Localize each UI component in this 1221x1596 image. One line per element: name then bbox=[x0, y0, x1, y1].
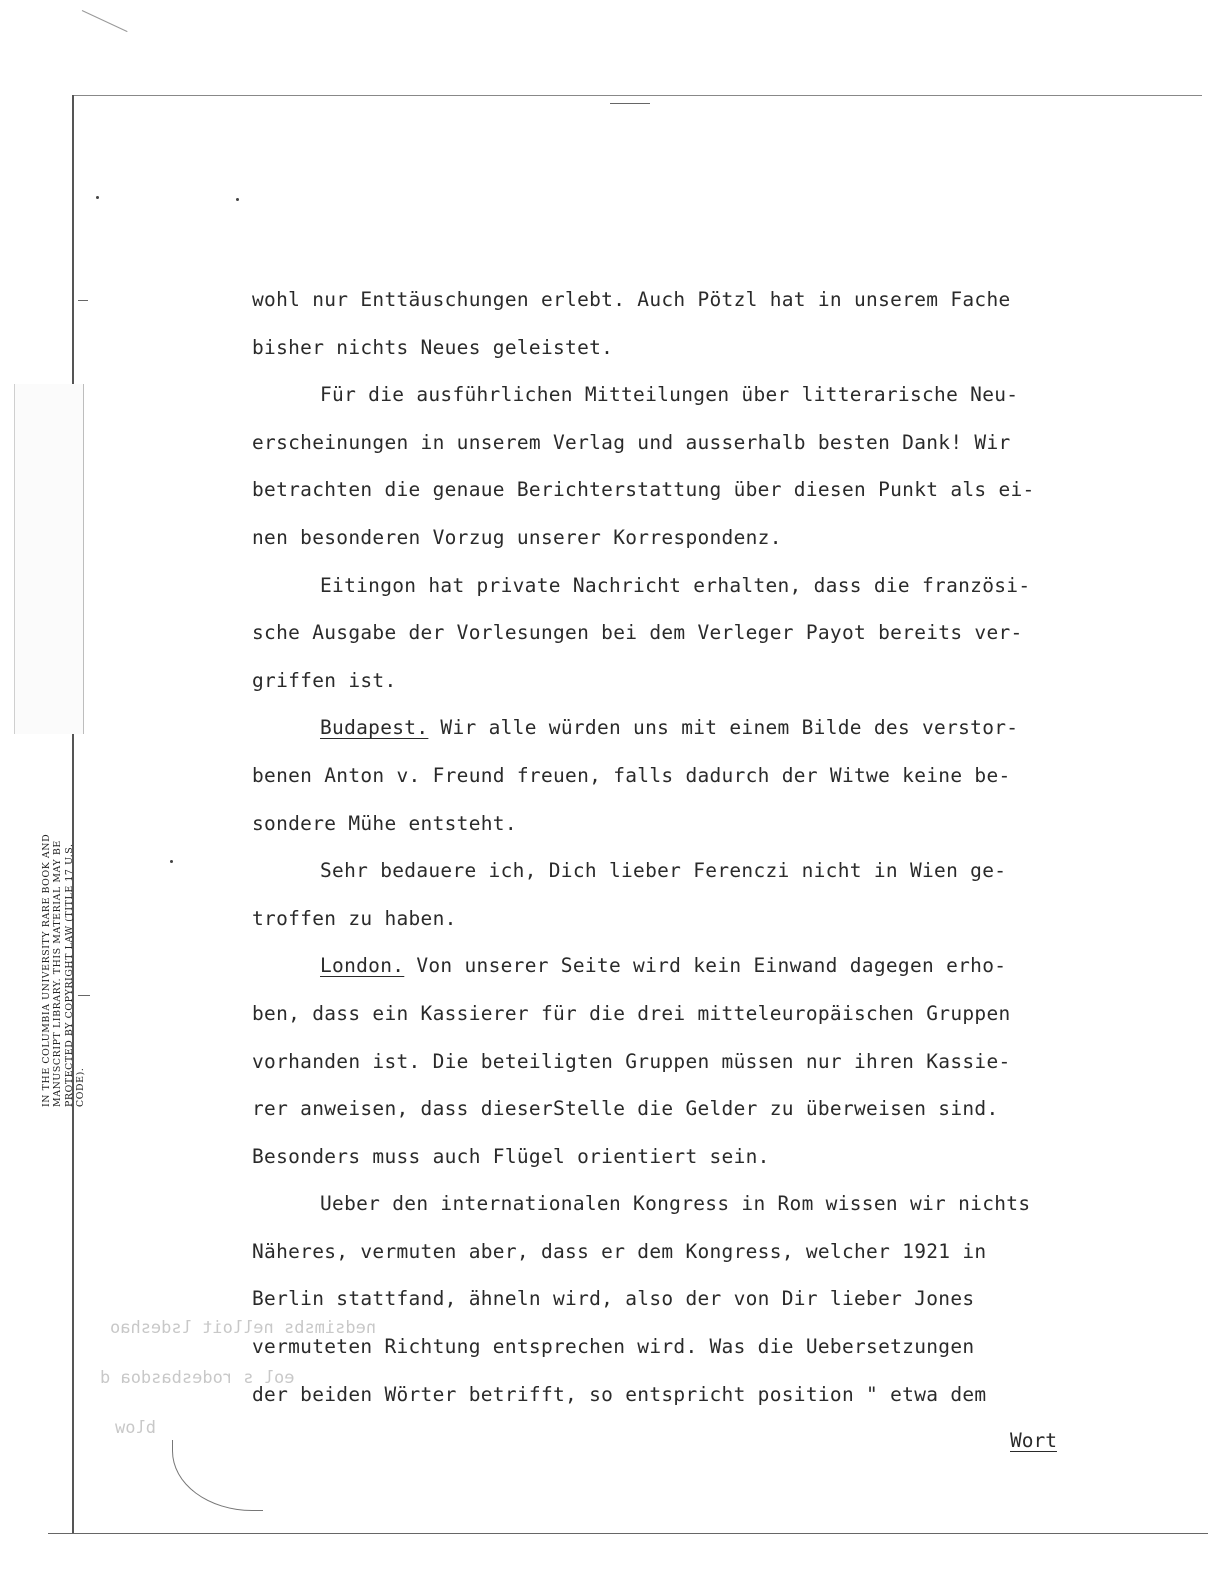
section-heading-london: London. bbox=[320, 954, 405, 978]
page-edge-bottom bbox=[48, 1533, 1208, 1534]
letter-body bbox=[252, 280, 1152, 1422]
letter-line: Eitingon hat private Nachricht erhalten, dass die französi- bbox=[320, 573, 1031, 597]
letter-line: wohl nur Enttäuschungen erlebt. Auch Pötzl hat in unserem Fache bbox=[252, 288, 1011, 311]
letter-line: Ueber den internationalen Kongress in Rom wissen wir nichts bbox=[320, 1192, 1031, 1216]
letter-line: nen besonderen Vorzug unserer Korrespondenz. bbox=[252, 525, 782, 549]
letter-line: vermuteten Richtung entsprechen wird. Was die Uebersetzungen bbox=[252, 1335, 975, 1359]
corner-scratch bbox=[82, 10, 128, 32]
letter-paragraph-london bbox=[252, 946, 1152, 994]
letter-line: Näheres, vermuten aber, dass er dem Kongress, welcher 1921 in bbox=[252, 1239, 987, 1263]
letter-line: Wir alle würden uns mit einem Bilde des verstor- bbox=[440, 716, 1019, 740]
letter-line: Für die ausführlichen Mitteilungen über litterarische Neu- bbox=[320, 383, 1019, 407]
bleed-through-text: blow bbox=[115, 1418, 156, 1438]
letter-line: Besonders muss auch Flügel orientiert sein. bbox=[252, 1144, 770, 1168]
scan-speck bbox=[96, 196, 99, 199]
letter-line: vorhanden ist. Die beteiligten Gruppen müssen nur ihren Kassie- bbox=[252, 1049, 1011, 1073]
letter-line: bisher nichts Neues geleistet. bbox=[252, 335, 614, 359]
letter-line: sche Ausgabe der Vorlesungen bei dem Verleger Payot bereits ver- bbox=[252, 621, 1023, 645]
catchword: Wort bbox=[1010, 1429, 1057, 1452]
letter-line: Von unserer Seite wird kein Einwand dagegen erho- bbox=[416, 954, 1007, 978]
letter-line: troffen zu haben. bbox=[252, 906, 457, 930]
page-curl-mark bbox=[172, 1440, 263, 1511]
letter-line: benen Anton v. Freund freuen, falls dadurch der Witwe keine be- bbox=[252, 763, 1011, 787]
letter-line: sondere Mühe entsteht. bbox=[252, 811, 517, 835]
bleed-through-text: nedsimsbs nelloit lsdeshao bbox=[110, 1318, 377, 1338]
letter-line: rer anweisen, dass dieserStelle die Gelder zu überweisen sind. bbox=[252, 1097, 999, 1121]
letter-line: Berlin stattfand, ähneln wird, also der von Dir lieber Jones bbox=[252, 1287, 975, 1311]
letter-line: Sehr bedauere ich, Dich lieber Ferenczi nicht in Wien ge- bbox=[320, 859, 1007, 883]
letter-line: der beiden Wörter betrifft, so entspricht position " etwa dem bbox=[252, 1382, 987, 1406]
section-heading-budapest: Budapest. bbox=[320, 716, 429, 740]
copyright-notice: IN THE COLUMBIA UNIVERSITY RARE BOOK AND MANUSCRIPT LIBRARY. THIS MATERIAL MAY BE PROTECTED BY COPYRIGHT LAW (TITLE 17 U.S. CODE). bbox=[41, 833, 87, 1107]
top-tick bbox=[610, 103, 650, 104]
letter-line: erscheinungen in unserem Verlag und ausserhalb besten Dank! Wir bbox=[252, 430, 1011, 454]
letter-line: ben, dass ein Kassierer für die drei mitteleuropäischen Gruppen bbox=[252, 1001, 1011, 1025]
margin-tick bbox=[78, 300, 88, 301]
letter-line: griffen ist. bbox=[252, 668, 397, 692]
letter-paragraph-budapest bbox=[252, 708, 1152, 756]
bleed-through-text: eol s rodesbasdoa d bbox=[100, 1368, 295, 1388]
scan-speck bbox=[236, 198, 239, 201]
letter-line: betrachten die genaue Berichterstattung über diesen Punkt als ei- bbox=[252, 478, 1035, 502]
scan-speck bbox=[170, 860, 173, 863]
page-edge-top bbox=[72, 95, 1202, 96]
copyright-stamp bbox=[14, 384, 87, 1107]
